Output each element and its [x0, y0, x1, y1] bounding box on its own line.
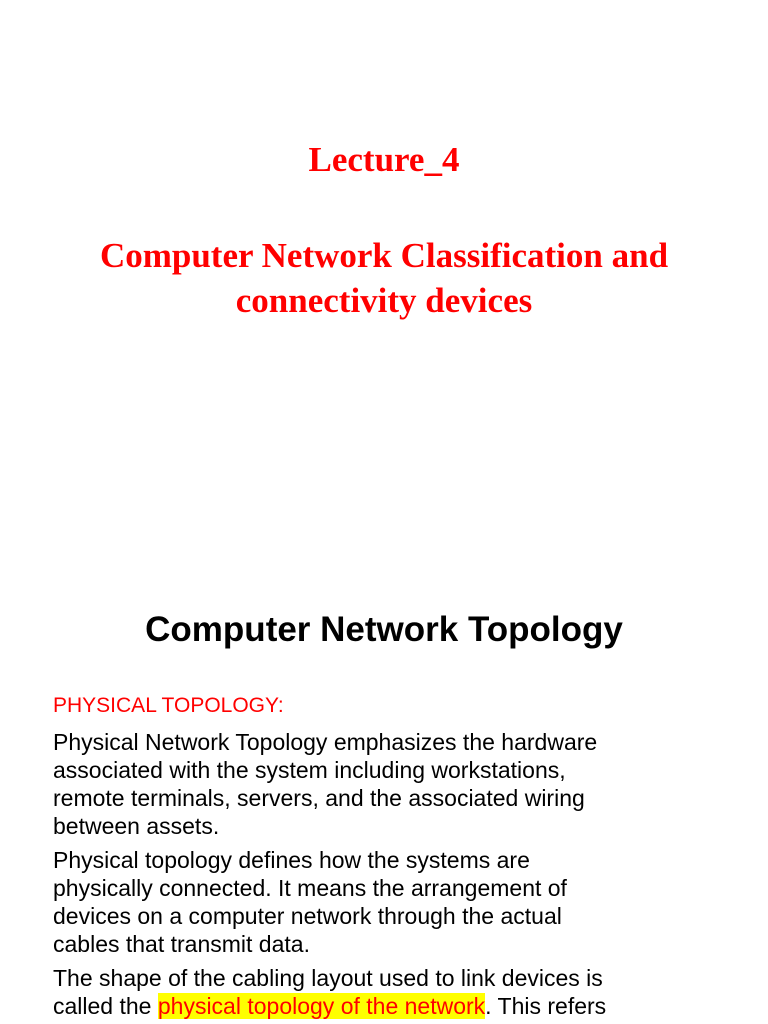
slide-body: [53, 690, 738, 1024]
paragraph-1: [53, 728, 738, 840]
paragraph-line: physically connected. It means the arrangement of: [53, 875, 567, 901]
topology-slide: [0, 578, 768, 1024]
paragraph-text: called the: [53, 993, 158, 1019]
paragraph-line: between assets.: [53, 813, 220, 839]
lecture-title: Lecture_4: [308, 140, 460, 179]
paragraph-line: devices on a computer network through the actual: [53, 903, 562, 929]
paragraph-line: remote terminals, servers, and the associated wiring: [53, 785, 585, 811]
paragraph-line: Physical topology defines how the systems are: [53, 847, 530, 873]
paragraph-2: [53, 846, 738, 958]
slide-heading: Computer Network Topology: [145, 610, 623, 649]
paragraph-3: [53, 964, 738, 1020]
highlighted-phrase: physical topology of the network: [157, 993, 486, 1019]
lecture-subtitle: [40, 233, 728, 323]
paragraph-line: Physical Network Topology emphasizes the hardware: [53, 729, 598, 755]
paragraph-line: [53, 992, 738, 1020]
paragraph-line: cables that transmit data.: [53, 931, 310, 957]
paragraph-line: The shape of the cabling layout used to link devices is: [53, 965, 603, 991]
subtitle-line: Computer Network Classification and: [99, 236, 669, 275]
section-label: PHYSICAL TOPOLOGY:: [53, 694, 284, 717]
subtitle-line: connectivity devices: [235, 281, 533, 320]
paragraph-line: associated with the system including workstations,: [53, 757, 566, 783]
paragraph-text: . This refers: [485, 993, 607, 1019]
